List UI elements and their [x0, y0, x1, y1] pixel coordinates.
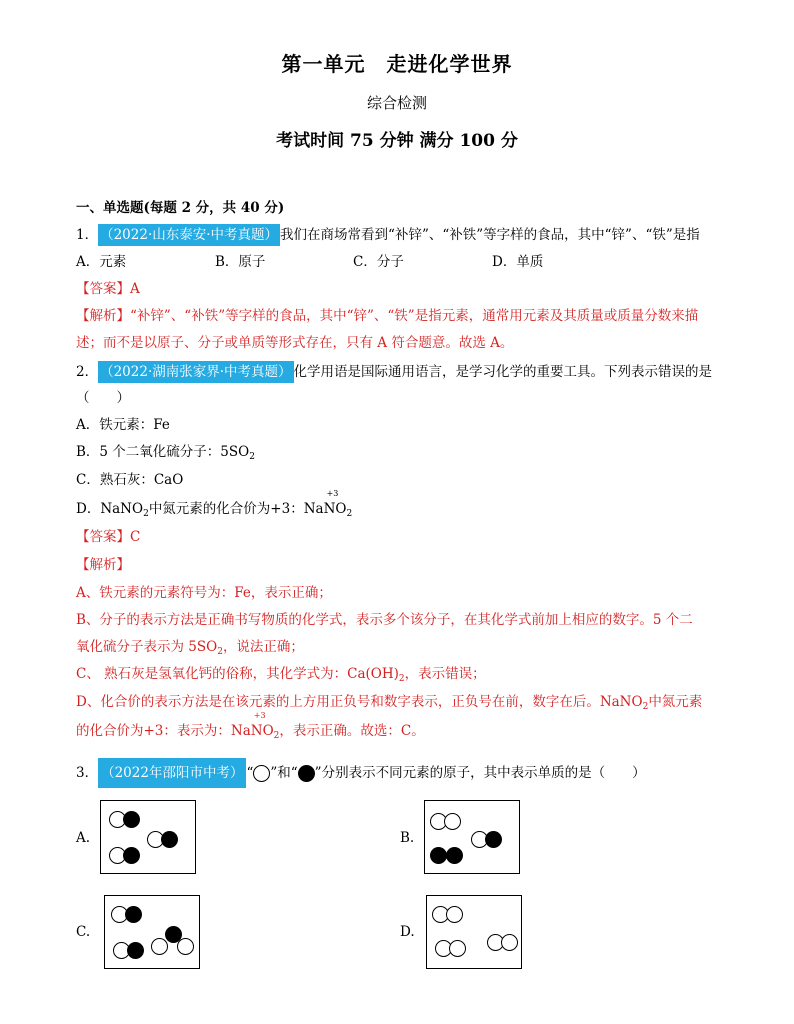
q3-option-c-diagram[interactable] — [104, 895, 200, 969]
black-atom-icon — [298, 765, 315, 782]
q1-analysis-line2: 述；而不是以原子、分子或单质等形式存在，只有 A 符合题意。故选 A。 — [76, 335, 514, 351]
valence-n-2: +3 N — [250, 711, 266, 739]
exam-info: 考试时间 75 分钟 满分 100 分 — [276, 131, 518, 151]
page-title: 第一单元 走进化学世界 — [281, 52, 513, 76]
page-subtitle: 综合检测 — [366, 94, 427, 112]
valence-n: +3 N — [323, 489, 339, 517]
q2-option-d: D．NaNO$_2$中氮元素的化合价为+3：Na +3 $NO_2$ — [76, 489, 353, 519]
q1-stem: 我们在商场常看到“补锌”、“补铁”等字样的食品，其中“锌”、“铁”是指 — [280, 227, 700, 243]
q2-analysis-a: A、铁元素的元素符号为：Fe，表示正确； — [76, 585, 332, 601]
q2-analysis-c: C、 熟石灰是氢氧化钙的俗称，其化学式为：$Ca(OH)_2$，表示错误； — [76, 666, 486, 684]
q2-number: 2． — [76, 364, 99, 380]
q3-source-tag[interactable]: （2022年邵阳市中考） — [98, 758, 246, 788]
q3-option-d-label: D. — [400, 924, 415, 940]
q2-paren: （ ） — [76, 390, 130, 406]
q2-analysis-d2: 的化合价为+3：表示为：Na +3 $NO_2$，表示正确。故选：C。 — [76, 711, 425, 741]
q2-analysis-b2: 氧化硫分子表示为 $5SO_2$，说法正确； — [76, 639, 304, 657]
q2-analysis-b1: B、分子的表示方法是正确书写物质的化学式，表示多个该分子，在其化学式前加上相应的数字。5 个二 — [76, 612, 693, 628]
q1-option-b: B．原子 — [215, 254, 266, 270]
section-title: 一、单选题(每题 2 分，共 40 分) — [76, 200, 285, 216]
white-atom-icon — [253, 765, 270, 782]
q2-answer: 【答案】C — [76, 529, 141, 545]
q1-analysis-line1: 【解析】“补锌”、“补铁”等字样的食品，其中“锌”、“铁”是指元素，通常用元素及其质量或质量分数来描 — [76, 308, 699, 324]
q2-analysis-head: 【解析】 — [76, 557, 130, 573]
q1-source-tag[interactable]: （2022·山东泰安·中考真题） — [98, 224, 280, 246]
q2-option-c: C．熟石灰：CaO — [76, 472, 184, 488]
q1-number: 1． — [76, 227, 99, 243]
q1-stem-line — [76, 224, 700, 246]
q3-option-d-diagram[interactable] — [426, 895, 522, 969]
q3-option-a-label: A. — [76, 830, 91, 846]
q3-option-a-diagram[interactable] — [100, 800, 196, 874]
q2-option-b: B．5 个二氧化硫分子：$5SO_2$ — [76, 444, 255, 462]
q3-option-c-label: C. — [76, 924, 91, 940]
q3-number: 3． — [76, 765, 99, 781]
q1-option-c: C．分子 — [353, 254, 404, 270]
q1-answer: 【答案】A — [76, 281, 140, 297]
q2-option-a: A．铁元素：Fe — [76, 417, 170, 433]
q3-option-b-diagram[interactable] — [424, 800, 520, 874]
q2-stem-line — [76, 361, 712, 383]
q2-analysis-d1: D、化合价的表示方法是在该元素的上方用正负号和数字表示，正负号在前，数字在后。NaNO$_2$中氮元素 — [76, 694, 703, 712]
q2-stem: 化学用语是国际通用语言，是学习化学的重要工具。下列表示错误的是 — [293, 364, 713, 380]
q1-option-a: A．元素 — [76, 254, 127, 270]
q1-option-d: D．单质 — [492, 254, 544, 270]
q2-source-tag[interactable]: （2022·湖南张家界·中考真题） — [98, 361, 293, 383]
q3-option-b-label: B. — [400, 830, 415, 846]
q3-stem-line: 3． （2022年邵阳市中考） “ ”和“ ”分别表示不同元素的原子，其中表示单质的是（ ） — [76, 758, 646, 788]
